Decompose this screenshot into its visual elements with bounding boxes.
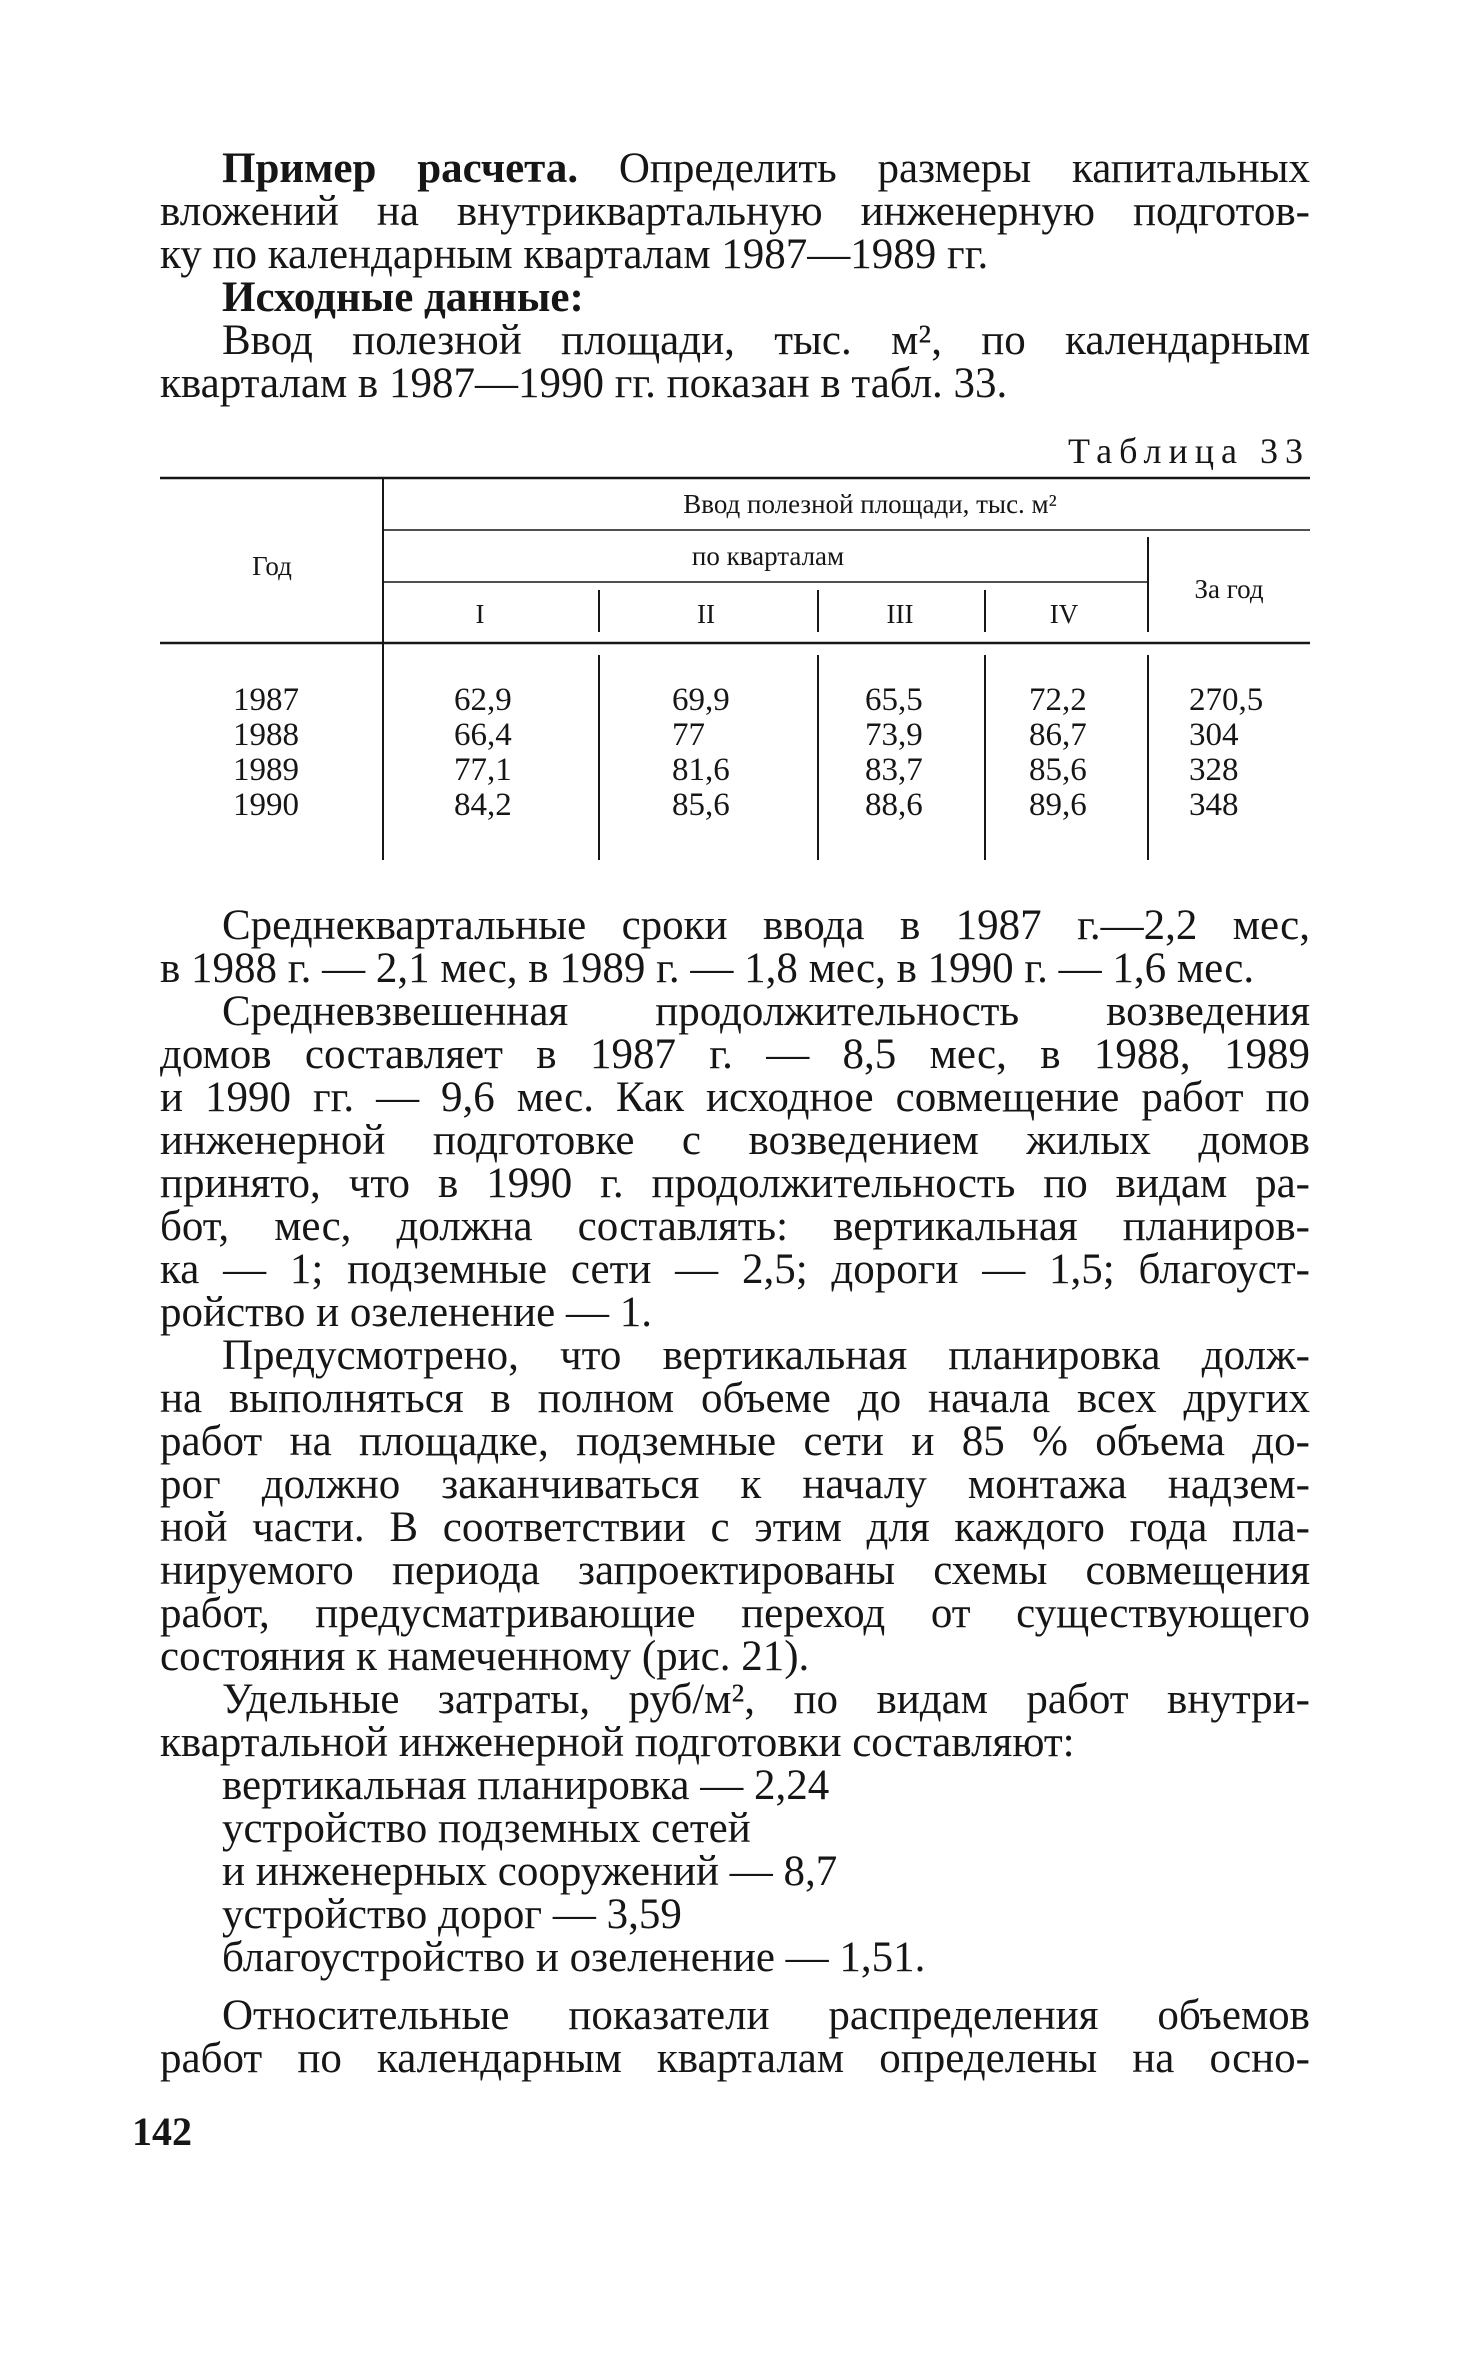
body-line-10: ройство и озеленение — 1. bbox=[160, 1289, 652, 1336]
cost-item-4: благоустройство и озеленение — 1,51. bbox=[222, 1934, 926, 1981]
body-line-27: работ по календарным кварталам определены на осно- bbox=[160, 2035, 1310, 2082]
row-1988-q2: 77 bbox=[672, 717, 705, 753]
row-1987-q2: 69,9 bbox=[672, 682, 730, 718]
body-line-12: на выполняться в полном объеме до начала всех других bbox=[160, 1375, 1310, 1422]
cost-item-3: устройство дорог — 3,59 bbox=[222, 1891, 682, 1938]
body-line-26: Относительные показатели распределения объемов bbox=[222, 1992, 1310, 2039]
row-1990-q2: 85,6 bbox=[672, 787, 730, 823]
body-line-13: работ на площадке, подземные сети и 85 % объема до- bbox=[160, 1418, 1310, 1465]
header-year: Год bbox=[252, 551, 292, 581]
row-1987-q3: 65,5 bbox=[865, 682, 923, 718]
row-1990-q1: 84,2 bbox=[454, 787, 512, 823]
header-group: Ввод полезной площади, тыс. м² bbox=[683, 489, 1057, 519]
header-quarter-4: IV bbox=[1049, 599, 1079, 629]
row-1989-q4: 85,6 bbox=[1029, 752, 1087, 788]
body-line-2: в 1988 г. — 2,1 мес, в 1989 г. — 1,8 мес, в 1990 г. — 1,6 мес. bbox=[160, 945, 1255, 992]
body-line-6: инженерной подготовке с возведением жилых домов bbox=[160, 1117, 1310, 1164]
body-line-19: Удельные затраты, руб/м², по видам работ внутри- bbox=[222, 1676, 1310, 1723]
row-1990-total: 348 bbox=[1189, 787, 1239, 823]
body-line-7: принято, что в 1990 г. продолжительность по видам ра- bbox=[160, 1160, 1310, 1207]
body-line-14: рог должно заканчиваться к началу монтажа надзем- bbox=[160, 1461, 1310, 1508]
header-quarter-1: I bbox=[475, 599, 485, 629]
page-number: 142 bbox=[132, 2109, 192, 2154]
body-line-20: квартальной инженерной подготовки составляют: bbox=[160, 1719, 1075, 1766]
row-1987-q4: 72,2 bbox=[1029, 682, 1087, 718]
row-1989-q3: 83,7 bbox=[865, 752, 923, 788]
body-line-1: Среднеквартальные сроки ввода в 1987 г.—2,2 мес, bbox=[222, 902, 1310, 949]
body-line-15: ной части. В соответствии с этим для каждого года пла- bbox=[160, 1504, 1310, 1551]
body-line-11: Предусмотрено, что вертикальная планировка долж- bbox=[222, 1332, 1310, 1379]
row-1989-q1: 77,1 bbox=[454, 752, 512, 788]
body-line-8: бот, мес, должна составлять: вертикальная планиров- bbox=[160, 1203, 1310, 1250]
example-heading: Пример расчета. bbox=[222, 145, 579, 192]
intro-line-5: Ввод полезной площади, тыс. м², по календарным bbox=[222, 317, 1310, 364]
body-line-16: нируемого периода запроектированы схемы совмещения bbox=[160, 1547, 1310, 1594]
row-1988-total: 304 bbox=[1189, 717, 1239, 753]
body-line-5: и 1990 гг. — 9,6 мес. Как исходное совмещение работ по bbox=[160, 1074, 1310, 1121]
row-1988-q4: 86,7 bbox=[1029, 717, 1087, 753]
row-1987-year: 1987 bbox=[233, 682, 299, 718]
intro-line-2: вложений на внутриквартальную инженерную подготов- bbox=[160, 188, 1310, 235]
body-line-18: состояния к намеченному (рис. 21). bbox=[160, 1633, 810, 1680]
row-1989-year: 1989 bbox=[233, 752, 299, 788]
header-total: За год bbox=[1194, 574, 1264, 604]
body-line-17: работ, предусматривающие переход от существующего bbox=[160, 1590, 1310, 1637]
row-1987-q1: 62,9 bbox=[454, 682, 512, 718]
intro-line-1-text: Определить размеры капитальных bbox=[578, 145, 1310, 192]
cost-item-1: вертикальная планировка — 2,24 bbox=[222, 1762, 830, 1809]
table-caption: Таблица 33 bbox=[1068, 431, 1310, 471]
row-1989-q2: 81,6 bbox=[672, 752, 730, 788]
row-1989-total: 328 bbox=[1189, 752, 1239, 788]
row-1988-year: 1988 bbox=[233, 717, 299, 753]
header-quarter-2: II bbox=[697, 599, 715, 629]
row-1988-q1: 66,4 bbox=[454, 717, 512, 753]
row-1990-q4: 89,6 bbox=[1029, 787, 1087, 823]
header-quarters: по кварталам bbox=[691, 541, 845, 571]
cost-item-2a: устройство подземных сетей bbox=[222, 1805, 751, 1852]
row-1990-year: 1990 bbox=[233, 787, 299, 823]
row-1988-q3: 73,9 bbox=[865, 717, 923, 753]
body-line-4: домов составляет в 1987 г. — 8,5 мес, в 1988, 1989 bbox=[160, 1031, 1310, 1078]
cost-item-2b: и инженерных сооружений — 8,7 bbox=[222, 1848, 838, 1895]
row-1990-q3: 88,6 bbox=[865, 787, 923, 823]
intro-line-3: ку по календарным кварталам 1987—1989 гг. bbox=[160, 231, 989, 278]
intro-line-6: кварталам в 1987—1990 гг. показан в табл. 33. bbox=[160, 360, 1008, 407]
body-line-3: Средневзвешенная продолжительность возведения bbox=[222, 988, 1310, 1035]
header-quarter-3: III bbox=[886, 599, 914, 629]
source-data-heading: Исходные данные: bbox=[222, 274, 584, 321]
body-line-9: ка — 1; подземные сети — 2,5; дороги — 1,5; благоуст- bbox=[160, 1246, 1310, 1293]
row-1987-total: 270,5 bbox=[1189, 682, 1264, 718]
